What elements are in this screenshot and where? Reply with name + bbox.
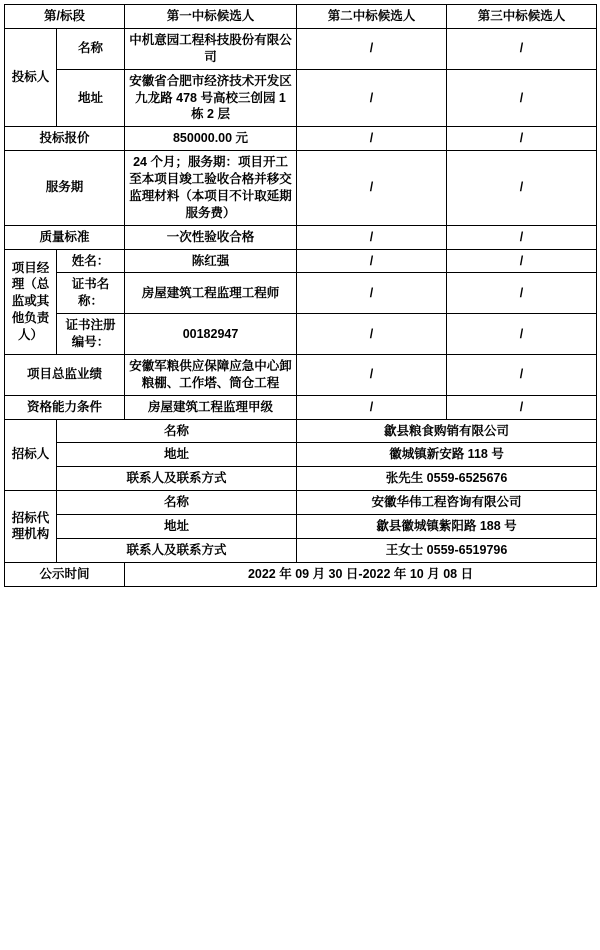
table-row-qualification <box>5 395 597 419</box>
table-row-quality-standard <box>5 225 597 249</box>
value-second-candidate-pm-name: / <box>297 249 447 273</box>
value-qualification: 房屋建筑工程监理甲级 <box>125 395 297 419</box>
value-service-period: 24 个月；服务期：项目开工至本项目竣工验收合格并移交监理材料（本项目不计取延期服务费） <box>125 151 297 226</box>
row-label-quality-standard: 质量标准 <box>5 225 125 249</box>
row-label-service-period: 服务期 <box>5 151 125 226</box>
value-second-candidate-pm-cert-no: / <box>297 314 447 355</box>
row-label-pm-name: 姓名： <box>57 249 125 273</box>
value-third-candidate-bid-price: / <box>447 127 597 151</box>
bid-candidate-table <box>4 4 597 587</box>
value-second-candidate-performance: / <box>297 354 447 395</box>
table-row-tenderee-address <box>5 443 597 467</box>
row-label-tenderee-address: 地址 <box>57 443 297 467</box>
header-section: 第/标段 <box>5 5 125 29</box>
value-quality-standard: 一次性验收合格 <box>125 225 297 249</box>
row-label-performance: 项目总监业绩 <box>5 354 125 395</box>
table-row-bid-price <box>5 127 597 151</box>
table-row-publicity-time <box>5 562 597 586</box>
value-third-candidate-pm-cert-name: / <box>447 273 597 314</box>
row-label-tenderee-contact: 联系人及联系方式 <box>57 467 297 491</box>
row-label-pm-cert-name: 证书名称： <box>57 273 125 314</box>
value-third-candidate-bidder-address: / <box>447 69 597 127</box>
table-row-agency-name <box>5 491 597 515</box>
row-label-pm-cert-no: 证书注册编号： <box>57 314 125 355</box>
value-pm-name: 陈红强 <box>125 249 297 273</box>
table-row-bidder-address <box>5 69 597 127</box>
value-third-candidate-performance: / <box>447 354 597 395</box>
value-third-candidate-pm-cert-no: / <box>447 314 597 355</box>
table-row-pm-name <box>5 249 597 273</box>
value-agency-contact: 王女士 0559-6519796 <box>297 538 597 562</box>
value-pm-cert-name: 房屋建筑工程监理工程师 <box>125 273 297 314</box>
header-second-candidate: 第二中标候选人 <box>297 5 447 29</box>
row-label-agency-name: 名称 <box>57 491 297 515</box>
value-second-candidate-bidder-name: / <box>297 28 447 69</box>
value-tenderee-name: 歙县粮食购销有限公司 <box>297 419 597 443</box>
row-label-tenderee: 招标人 <box>5 419 57 491</box>
value-tenderee-contact: 张先生 0559-6525676 <box>297 467 597 491</box>
table-header-row <box>5 5 597 29</box>
value-bid-price: 850000.00 元 <box>125 127 297 151</box>
table-row-tenderee-name <box>5 419 597 443</box>
header-first-candidate: 第一中标候选人 <box>125 5 297 29</box>
table-row-pm-cert-name <box>5 273 597 314</box>
value-second-candidate-pm-cert-name: / <box>297 273 447 314</box>
row-label-bidder-address: 地址 <box>57 69 125 127</box>
value-publicity-time: 2022 年 09 月 30 日-2022 年 10 月 08 日 <box>125 562 597 586</box>
row-label-publicity-time: 公示时间 <box>5 562 125 586</box>
value-third-candidate-quality-standard: / <box>447 225 597 249</box>
value-bidder-address: 安徽省合肥市经济技术开发区九龙路 478 号高校三创园 1 栋 2 层 <box>125 69 297 127</box>
row-label-tenderee-name: 名称 <box>57 419 297 443</box>
table-row-agency-contact <box>5 538 597 562</box>
value-second-candidate-bidder-address: / <box>297 69 447 127</box>
table-row-bidder-name <box>5 28 597 69</box>
value-bidder-name: 中机意园工程科技股份有限公司 <box>125 28 297 69</box>
row-label-qualification: 资格能力条件 <box>5 395 125 419</box>
value-tenderee-address: 徽城镇新安路 118 号 <box>297 443 597 467</box>
value-third-candidate-service-period: / <box>447 151 597 226</box>
row-label-bidder: 投标人 <box>5 28 57 126</box>
value-agency-name: 安徽华伟工程咨询有限公司 <box>297 491 597 515</box>
table-row-tenderee-contact <box>5 467 597 491</box>
table-row-agency-address <box>5 515 597 539</box>
table-row-service-period <box>5 151 597 226</box>
row-label-bidder-name: 名称 <box>57 28 125 69</box>
table-row-performance <box>5 354 597 395</box>
row-label-agency-address: 地址 <box>57 515 297 539</box>
row-label-bid-price: 投标报价 <box>5 127 125 151</box>
value-second-candidate-service-period: / <box>297 151 447 226</box>
value-third-candidate-bidder-name: / <box>447 28 597 69</box>
value-second-candidate-qualification: / <box>297 395 447 419</box>
row-label-agency-contact: 联系人及联系方式 <box>57 538 297 562</box>
row-label-project-manager: 项目经理（总监或其他负责人） <box>5 249 57 354</box>
value-performance: 安徽军粮供应保障应急中心卸粮棚、工作塔、筒仓工程 <box>125 354 297 395</box>
value-third-candidate-pm-name: / <box>447 249 597 273</box>
value-second-candidate-quality-standard: / <box>297 225 447 249</box>
value-second-candidate-bid-price: / <box>297 127 447 151</box>
value-pm-cert-no: 00182947 <box>125 314 297 355</box>
table-row-pm-cert-no <box>5 314 597 355</box>
value-third-candidate-qualification: / <box>447 395 597 419</box>
row-label-agency: 招标代理机构 <box>5 491 57 563</box>
value-agency-address: 歙县徽城镇紫阳路 188 号 <box>297 515 597 539</box>
header-third-candidate: 第三中标候选人 <box>447 5 597 29</box>
